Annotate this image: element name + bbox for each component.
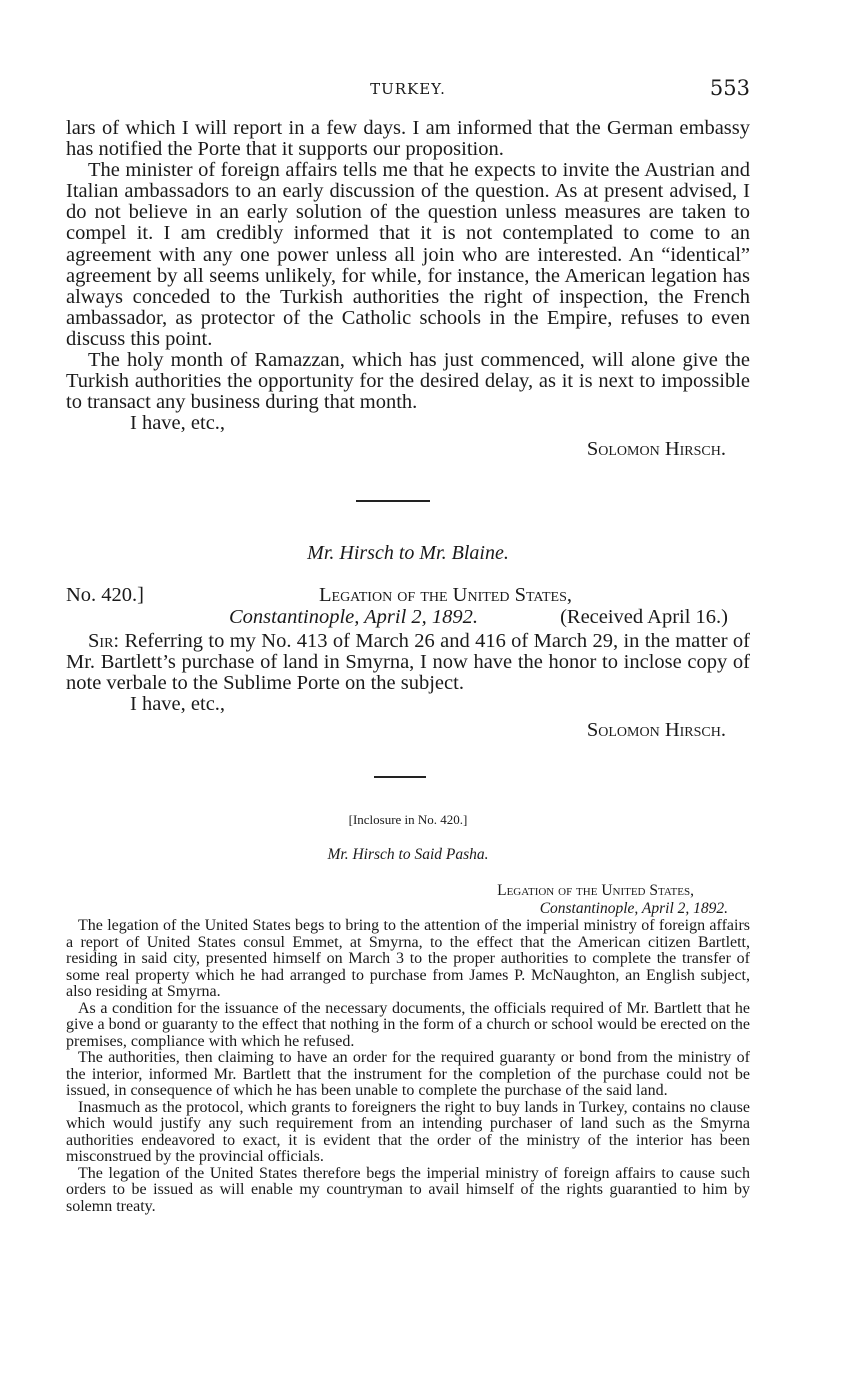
paragraph: The legation of the United States begs to bring to the attention of the imperial ministry of foreign affairs a report of United States consul Emmet, at Smyrna, to the effect that the American citizen Bartlett, residing in said city, presented himself on March 3 to the proper authorities to complete the transfer of some real property which he had arranged to purchase from James P. McNaughton, an English subject, also residing at Smyrna.	[66, 917, 750, 1000]
salutation: Sir:	[88, 630, 120, 652]
paragraph: The minister of foreign affairs tells me that he expects to invite the Austrian and Italian ambassadors to an early discussion of the question. As at present advised, I do not believe in an early solution of the question unless measures are taken to compel it. I am credibly informed that it is not contemplated to come to an agreement with any one power unless all join who are interested. An “identical” agreement by all seems unlikely, for while, for instance, the American legation has always conceded to the Turkish authorities the right of inspection, the French ambassador, as protector of the Catholic schools in the Empire, refuses to even discuss this point.	[66, 159, 750, 350]
inclosure-heading	[66, 882, 728, 918]
paragraph: Inasmuch as the protocol, which grants to foreigners the right to buy lands in Turkey, contains no clause which would justify any such requirement from an intending purchaser of land such as the Smyrna authorities endeavored to exact, it is evident that the order of the ministry of the interior has been misconstrued by the provincial officials.	[66, 1098, 750, 1165]
paragraph: The holy month of Ramazzan, which has just commenced, will alone give the Turkish authorities the opportunity for the desired delay, as it is next to impossible to transact any business during that month.	[66, 349, 750, 414]
closing: I have, etc.,	[130, 412, 226, 435]
inclosure-title: Mr. Hirsch to Said Pasha.	[327, 846, 489, 863]
signature: Solomon Hirsch.	[586, 719, 726, 742]
place-date: Constantinople, April 2, 1892.	[539, 900, 728, 917]
running-head: TURKEY.	[370, 80, 446, 98]
first-letter-continuation	[66, 118, 750, 461]
paragraph: The authorities, then claiming to have an order for the required guaranty or bond from the ministry of the interior, informed Mr. Bartlett that the instrument for the completion of the purchase could not be issued, in consequence of which he has been unable to complete the purchase of the said land.	[66, 1049, 750, 1099]
signature: Solomon Hirsch.	[586, 438, 726, 461]
dispatch-number: No. 420.]	[66, 584, 145, 606]
paragraph	[66, 631, 750, 694]
section-divider	[356, 500, 430, 502]
paragraph: As a condition for the issuance of the necessary documents, the officials required of Mr. Bartlett that he give a bond or guaranty to the effect that nothing in the form of a church or school would be erected on the premises, compliance with which he refused.	[66, 999, 750, 1050]
legation-name: Legation of the United States,	[319, 584, 572, 606]
inclosure-body	[66, 918, 750, 1215]
letter-heading	[66, 584, 750, 630]
paragraph: lars of which I will report in a few days. I am informed that the German embassy has notified the Porte that it supports our proposition.	[66, 117, 750, 161]
inclosure-note: [Inclosure in No. 420.]	[348, 812, 468, 827]
section-divider	[374, 776, 426, 778]
page-header	[66, 76, 750, 102]
letter-body-text: Referring to my No. 413 of March 26 and 416 of March 29, in the matter of Mr. Bartlett’s purchase of land in Smyrna, I now have the honor to inclose copy of note verbale to the Sublime Porte on the subject.	[66, 630, 750, 695]
place-date: Constantinople, April 2, 1892.	[229, 606, 479, 628]
paragraph: The legation of the United States therefore begs the imperial ministry of foreign affairs to cause such orders to be issued as will enable my countryman to avail himself of the rights guarantied to him by solemn treaty.	[66, 1164, 750, 1215]
letter-title: Mr. Hirsch to Mr. Blaine.	[307, 542, 509, 564]
second-letter-body	[66, 631, 750, 741]
page-number: 553	[709, 76, 750, 100]
closing: I have, etc.,	[130, 693, 226, 716]
legation-name: Legation of the United States,	[497, 882, 694, 899]
received-date: (Received April 16.)	[560, 606, 728, 628]
